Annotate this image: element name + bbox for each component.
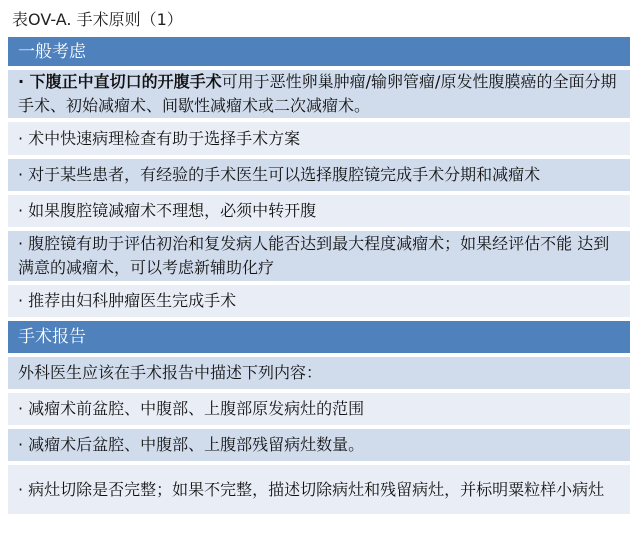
table-row bbox=[8, 285, 630, 317]
section-header-label: 一般考虑 bbox=[18, 41, 86, 62]
watermark bbox=[526, 514, 628, 544]
section-header-label: 手术报告 bbox=[18, 327, 86, 347]
row-text: 外科医生应该在手术报告中描述下列内容： bbox=[18, 363, 323, 382]
table-title: 表OV-A. 手术原则（1） bbox=[12, 10, 183, 29]
row-text: · 推荐由妇科肿瘤医生完成手术 bbox=[18, 291, 237, 310]
table-row bbox=[8, 195, 630, 227]
table-row bbox=[8, 231, 630, 281]
row-text: 可用于恶性卵巢肿瘤/输卵管瘤/原发性腹膜癌的全面分期手术、初始减瘤术、间歇性减瘤术或二次减瘤术。 bbox=[18, 72, 617, 115]
watermark-text: 丁香园 bbox=[562, 518, 628, 543]
section-header-report bbox=[8, 321, 630, 353]
table-row bbox=[8, 393, 630, 425]
table-row bbox=[8, 357, 630, 389]
row-text: · 术中快速病理检查有助于选择手术方案 bbox=[18, 128, 301, 148]
row-text: · 减瘤术前盆腔、中腹部、上腹部原发病灶的范围 bbox=[18, 399, 365, 418]
row-text: · 如果腹腔镜减瘤术不理想，必须中转开腹 bbox=[18, 201, 317, 220]
row-text: · 对于某些患者，有经验的手术医生可以选择腹腔镜完成手术分期和减瘤术 bbox=[18, 165, 541, 184]
table-row bbox=[8, 159, 630, 191]
table-row bbox=[8, 70, 630, 118]
table-row bbox=[8, 429, 630, 461]
row-text: · 腹腔镜有助于评估初治和复发病人能否达到最大程度减瘤术；如果经评估不能 达到满意的减瘤术，可以考虑新辅助化疗 bbox=[18, 234, 610, 277]
table-row bbox=[8, 122, 630, 155]
dxy-logo-icon bbox=[526, 514, 556, 544]
row-text: · 病灶切除是否完整；如果不完整，描述切除病灶和残留病灶，并标明粟粒样小病灶 bbox=[18, 479, 605, 499]
principles-table bbox=[8, 37, 630, 518]
section-header-general bbox=[8, 37, 630, 66]
table-row bbox=[8, 465, 630, 514]
row-bold-text: · 下腹正中直切口的开腹手术 bbox=[18, 72, 222, 91]
row-text: · 减瘤术后盆腔、中腹部、上腹部残留病灶数量。 bbox=[18, 435, 365, 454]
